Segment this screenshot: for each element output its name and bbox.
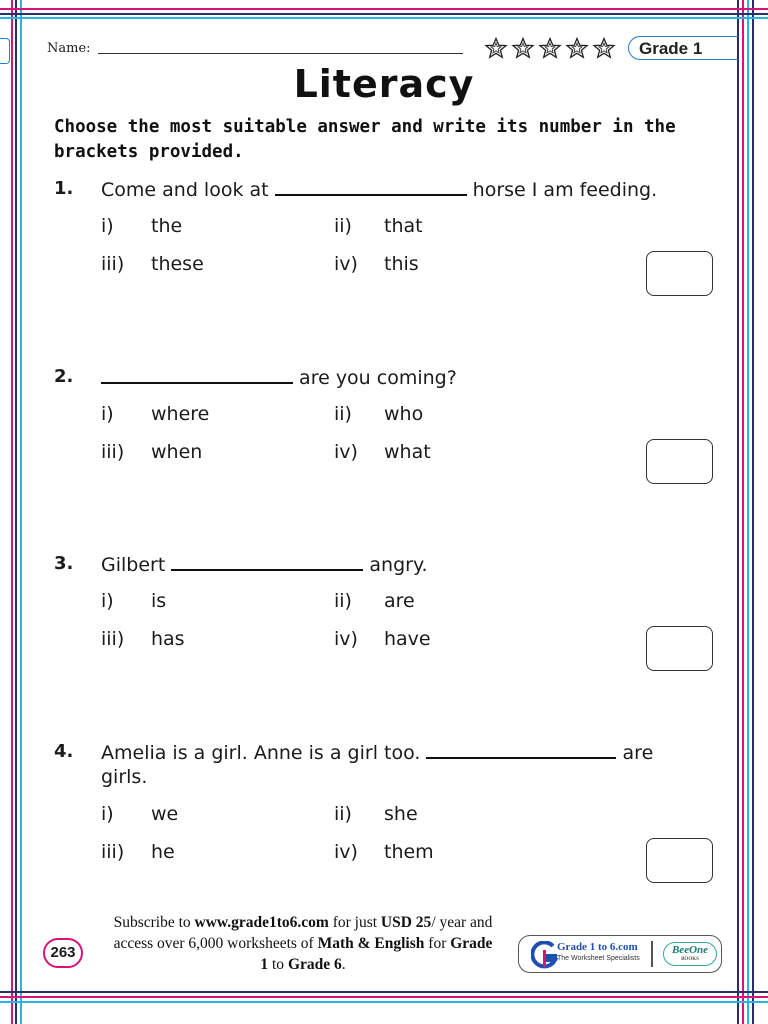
page-border-line <box>0 8 768 10</box>
option-word: when <box>151 441 203 463</box>
question-1 <box>54 178 724 308</box>
option-numeral: i) <box>101 803 114 825</box>
option-numeral: iii) <box>101 253 125 275</box>
page-border-line <box>0 996 768 998</box>
promo-subjects: Math & English <box>317 935 425 952</box>
page-border-line <box>742 0 744 1024</box>
option-numeral: iv) <box>334 628 358 650</box>
answer-blank[interactable] <box>426 756 616 759</box>
option-numeral: ii) <box>334 215 352 237</box>
option-word: these <box>151 253 204 275</box>
question-text-after: are you coming? <box>299 367 457 389</box>
answer-box[interactable] <box>646 251 713 296</box>
worksheet-title: Literacy <box>293 62 475 106</box>
question-number: 3. <box>54 553 74 574</box>
option-word: where <box>151 403 210 425</box>
promo-text: / year and access over 6,000 worksheets of <box>113 914 493 952</box>
star-outline-icon <box>565 37 589 59</box>
option-numeral: iii) <box>101 441 125 463</box>
option-numeral: iii) <box>101 841 125 863</box>
logo-tagline: The Worksheet Specialists <box>557 955 640 962</box>
question-text-after: are <box>622 742 654 764</box>
star-outline-icon <box>538 37 562 59</box>
star-outline-icon <box>511 37 535 59</box>
promo-grade-from: Grade 1 <box>260 935 493 973</box>
option-word: have <box>384 628 431 650</box>
answer-box[interactable] <box>646 838 713 883</box>
option-word: who <box>384 403 424 425</box>
option-numeral: ii) <box>334 590 352 612</box>
question-text <box>101 741 721 789</box>
answer-box[interactable] <box>646 439 713 484</box>
question-text-after: angry. <box>369 554 428 576</box>
promo-text: Subscribe to <box>113 914 195 931</box>
beeone-label: BeeOne <box>671 944 709 956</box>
page-border-line <box>0 991 768 993</box>
question-number: 2. <box>54 366 74 387</box>
answer-blank[interactable] <box>171 568 363 571</box>
answer-blank[interactable] <box>275 193 467 196</box>
page-number: 263 <box>43 938 83 968</box>
question-text-before: Gilbert <box>101 554 166 576</box>
question-text <box>101 178 721 202</box>
promo-text: . <box>341 956 346 973</box>
page-border-line <box>747 0 749 1024</box>
question-text-line2: girls. <box>101 766 148 788</box>
promo-text: to <box>268 956 288 973</box>
option-word: she <box>384 803 418 825</box>
promo-text: for <box>424 935 451 952</box>
option-numeral: iv) <box>334 841 358 863</box>
star-outline-icon <box>484 37 508 59</box>
publisher-logo <box>518 935 722 973</box>
option-numeral: iii) <box>101 628 125 650</box>
name-label: Name: <box>47 41 91 56</box>
question-number: 4. <box>54 741 74 762</box>
option-word: that <box>384 215 423 237</box>
question-2 <box>54 366 724 496</box>
question-number: 1. <box>54 178 74 199</box>
option-word: he <box>151 841 175 863</box>
question-text-before: Come and look at <box>101 179 269 201</box>
option-numeral: ii) <box>334 403 352 425</box>
question-text <box>101 553 721 577</box>
beeone-sub: BOOKS <box>681 957 699 962</box>
answer-box[interactable] <box>646 626 713 671</box>
page-border-line <box>0 17 768 19</box>
page-border-line <box>752 0 754 1024</box>
worksheet-header <box>47 38 727 60</box>
instruction-text: Choose the most suitable answer and write its number in the brackets provided. <box>54 117 676 162</box>
star-outline-icon <box>592 37 616 59</box>
option-word: the <box>151 215 183 237</box>
option-numeral: ii) <box>334 803 352 825</box>
option-numeral: i) <box>101 403 114 425</box>
question-text-after: horse I am feeding. <box>472 179 658 201</box>
page-border-line <box>11 0 13 1024</box>
page-border-line <box>737 0 739 1024</box>
page-border-line <box>20 0 22 1024</box>
option-word: them <box>384 841 434 863</box>
question-4 <box>54 741 724 891</box>
question-3 <box>54 553 724 683</box>
promo-price: USD 25 <box>380 914 432 931</box>
page-border-line <box>0 1001 768 1003</box>
question-text-before: Amelia is a girl. Anne is a girl too. <box>101 742 421 764</box>
page-border-line <box>0 13 768 15</box>
option-numeral: iv) <box>334 253 358 275</box>
option-word: we <box>151 803 179 825</box>
option-numeral: iv) <box>334 441 358 463</box>
promo-text: for just <box>328 914 381 931</box>
subscribe-promo <box>108 912 498 975</box>
question-text <box>101 366 721 390</box>
name-write-line[interactable] <box>98 53 463 54</box>
option-numeral: i) <box>101 215 114 237</box>
promo-site-link[interactable]: www.grade1to6.com <box>194 914 329 931</box>
option-word: has <box>151 628 185 650</box>
logo-divider <box>651 941 653 967</box>
option-word: is <box>151 590 167 612</box>
option-word: what <box>384 441 431 463</box>
option-word: this <box>384 253 419 275</box>
page-border-line <box>15 0 17 1024</box>
rating-stars <box>484 37 616 59</box>
page-edge-tab <box>0 38 10 64</box>
option-word: are <box>384 590 415 612</box>
option-numeral: i) <box>101 590 114 612</box>
beeone-logo <box>663 942 717 966</box>
promo-grade-to: Grade 6 <box>287 956 342 973</box>
answer-blank[interactable] <box>101 381 293 384</box>
logo-name: Grade 1 to 6.com <box>557 941 638 953</box>
grade-badge: Grade 1 <box>628 36 738 60</box>
